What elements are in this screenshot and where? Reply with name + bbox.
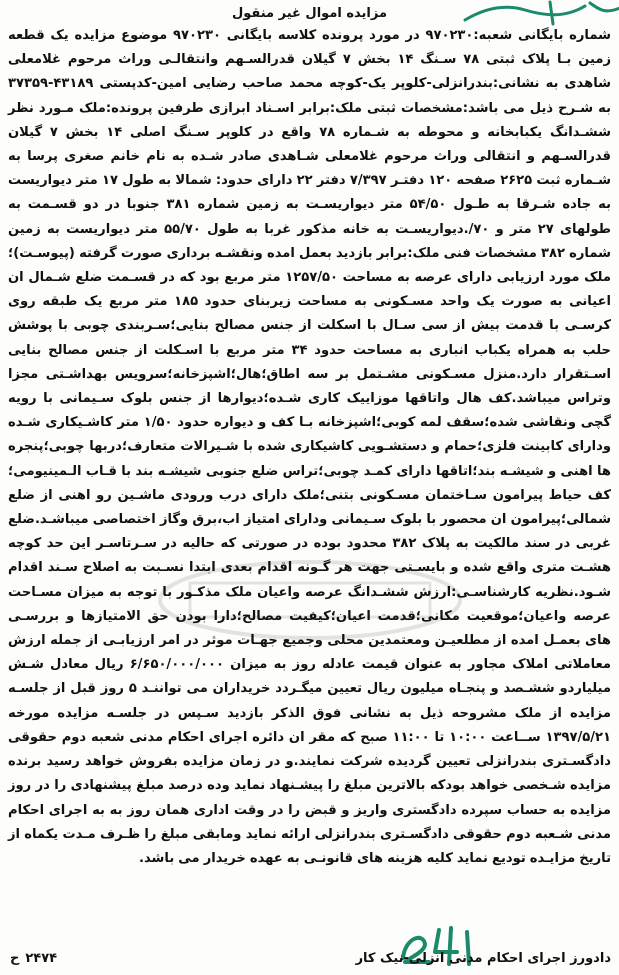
auction-notice-body: شماره بایگانی شعبه:۹۷۰۲۳۰ در مورد پرونده کلاسه بایگانی ۹۷۰۲۳۰ موضوع مزایده یک قطعه زمین بـا پلاک ثبتی ۷۸ سـنگ ۱۴ بخش ۷ گیلان قدرالسـهم وانتقالـی وراث مرحوم غلامعلی شاهدی به نشانی:بندرانزلی-کلوپر یک-کوچه محمد صاحب رضایی امین-کدپستی ۴۳۱۸۹-۳۷۳۵۹ به شـرح ذیل می باشد:مشخصات ثبتی ملک:برابر اسـناد ابرازی طرفین پرونده:ملک مـورد نظر ششـدانگ یکبابخانه و محوطه به شـماره ۷۸ واقع در کلوپر سـنگ اصلی ۱۴ بخش ۷ گیلان قدرالسـهم و انتقالی وراث مرحوم غلامعلی شـاهدی صادر شـده به نام خانم صغری پرسا به شـماره ثبت ۲۶۲۵ صفحه ۱۲۰ دفتـر ۷/۳۹۷ دفتر ۲۲ دارای حدود: شمالا به طول ۱۷ متر دیواریست به جاده شـرقا به طـول ۵۴/۵۰ متر دیواریسـت به زمین شماره ۳۸۱ جنوبا در دو قسـمت به طولهای ۲۷ متر و ۷۰/.دیواریسـت به خانه مذکور غربا به طول ۵۵/۷۰ متر دیواریست به زمین شماره ۳۸۲ مشخصات فنی ملک:برابر بازدید بعمل امده ونقشـه برداری صورت گرفته (پیوسـت)؛ملک مورد ارزیابی دارای عرصه به مساحت ۱۲۵۷/۵۰ متر مربع بود که در قسـمت ضلع شـمال ان اعیانی به صورت یک واحد مسـکونی به مساحت زیربنای حدود ۱۸۵ متر مربع یک طبقه روی کرسـی با قدمت بیش از سی سـال با اسکلت از جنس مصالح بنایی؛سـربندی چوبی با پوشش حلب به همراه یکباب انباری به مساحت حدود ۳۴ متر مربع با اسـکلت از جنس مصالح بنایی اسـتقرار دارد.منزل مسـکونی مشـتمل بر سه اطاق؛هال؛اشپزخانه؛سرویس بهداشـتی مجزا وتراس میباشد.کف هال واتاقها موزاییک کاری شـده؛دیوارها از جنس بلوک سـیمانی با رویه گچی ونقاشی شده؛سقف لمه کوبی؛اشپزخانه بـا کف و دیواره حدود ۱/۵۰ متر کاشـیکاری شـده ودارای کابینت فلزی؛حمام و دستشـویی کاشیکاری شده با شـیرالات متعارف؛دربها چوبی؛پنجره ها اهنی و شیشـه بند؛اتاقها دارای کمـد چوبی؛تراس ضلع جنوبی شیشـه بند با قـاب الـمینیومی؛کف حیاط پیرامون سـاختمان مسـکونی بتنی؛ملک دارای درب ورودی ماشـین رو اهنی از ضلع شمالی؛پیرامون ان محصور با بلوک سـیمانی ودارای امتیاز اب،برق وگاز اختصاصی میباشـد.ضلع غربی در سند مالکیت به پلاک ۳۸۲ محدود بوده در صورتی که حالیه در سـرتاسـر این حد کوچه هشـت متری واقع شده و بایسـتی جهت هر گـونه اقدام بعدی ابتدا نسـبت به اصلاح سـند اقدام شـود.نظریه کارشناسـی:ارزش ششـدانگ عرصه واعیان ملک مذکـور با توجه به میزان مسـاحت عرصه واعیان؛موقعیت مکانی؛قدمت اعیان؛کیفیت مصالح؛دارا بودن حق الامتیازها و بررسـی های بعمـل امده از مطلعیـن ومعتمدین محلی وجمیع جهـات موثر در امر ارزیابـی از جمله ارزش معاملاتی املاک مجاور به عنوان قیمت عادله روز به میزان ۶/۶۵۰/۰۰۰/۰۰۰ ریال معادل شـش میلیاردو ششـصد و پنجـاه میلیون ریال تعیین میگـردد خریداران می تواننـد ۵ روز قبل از جلسـه مزایده از ملک مشروحه ذیل به نشانی فوق الذکر بازدید سـپس در جلسـه مزایده مورخه ۱۳۹۷/۵/۲۱ ســاعت ۱۰:۰۰ تا ۱۱:۰۰ صبح که مقر ان دائره اجرای احکام مدنی شعبه دوم حقوقی دادگسـتری بندرانزلی تعیین گردیده شرکت نمایند.و در زمان مزایده بفروش خواهد رسید برنده مزایده شـخصی خواهد بودکه بالاترین مبلغ را پیشـنهاد نماید وده درصد مبلغ پیشنهادی را در روز مزایده به حساب سپرده دادگستری واریز و قبض را در وقت اداری همان روز به به اجرای احکام مدنی شـعبه دوم حقوقی دادگسـتری بندرانزلی ارائه نماید ومابقی مبلغ را ظـرف مـدت یکماه از تاریخ مزایـده تودیع نماید کلیه هزینه های قانونـی به عهده خریدار می باشد. <box>8 28 612 866</box>
footer-code <box>10 951 57 966</box>
document-footer <box>10 945 611 971</box>
document-title: مزایده اموال غیر منقول <box>231 6 388 21</box>
footer-code-number: ۲۴۷۴ <box>25 950 58 966</box>
footer-office: دادورز اجرای احکام مدنی انزلی-نیک کار <box>355 950 611 966</box>
footer-code-letter: ح <box>10 950 20 966</box>
